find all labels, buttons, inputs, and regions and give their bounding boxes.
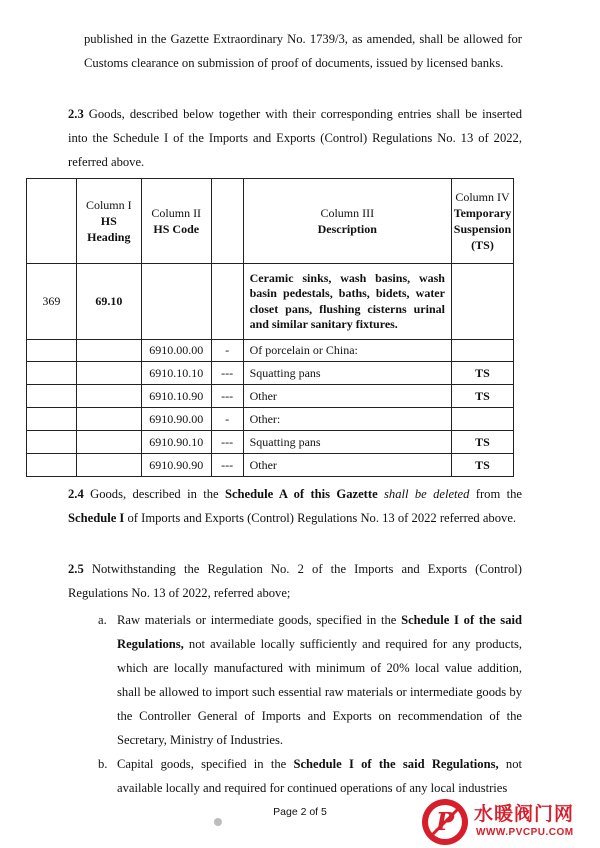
watermark-logo	[420, 795, 600, 848]
top-paragraph: published in the Gazette Extraordinary No. 1739/3, as amended, shall be allowed for Customs clearance on submission of proof of documents, issued by licensed banks.	[84, 32, 522, 70]
section-2-3	[68, 102, 522, 174]
watermark-url: WWW.PVCPU.COM	[476, 827, 574, 838]
table-row	[27, 340, 514, 362]
hs-code: 6910.90.90	[141, 454, 211, 477]
entry-dash-empty	[211, 264, 243, 340]
header-col2	[141, 179, 211, 264]
dash-marker: ---	[211, 454, 243, 477]
pv-logo-icon	[420, 797, 470, 847]
header-col3	[243, 179, 451, 264]
text-run: from the	[469, 487, 522, 501]
table-row	[27, 431, 514, 454]
italic-run: shall be deleted	[377, 487, 470, 501]
dash-marker: -	[211, 408, 243, 431]
bold-run: Schedule I of the said Regulations,	[293, 757, 499, 771]
entry-ts-empty	[451, 264, 513, 340]
text-run: not available locally sufficiently and required for any products, which are locally manufactured with minimum of 20% local value addition, shall be allowed to import such essential raw materials or intermediate goods by the Controller General of Imports and Exports on recommendation of the Secretary, Ministry of Industries.	[117, 637, 522, 747]
section-number: 2.4	[68, 487, 84, 501]
row-description: Of porcelain or China:	[243, 340, 451, 362]
text-run: Goods, described in the	[90, 487, 225, 501]
item-b-label: b.	[98, 757, 108, 771]
ts-marker	[451, 340, 513, 362]
ts-marker: TS	[451, 454, 513, 477]
dash-marker: ---	[211, 385, 243, 408]
section-number: 2.5	[68, 562, 84, 576]
table-row	[27, 385, 514, 408]
hs-code: 6910.10.10	[141, 362, 211, 385]
hs-code: 6910.10.90	[141, 385, 211, 408]
col2-label: Column II	[151, 206, 202, 220]
col4-title-b: Suspension	[453, 222, 512, 236]
col4-label: Column IV	[455, 190, 510, 204]
entry-description: Ceramic sinks, wash basins, wash basin pedestals, baths, bidets, water closet pans, flushing cisterns urinal and similar sanitary fixtures.	[243, 264, 451, 340]
col4-title-c: (TS)	[471, 238, 494, 252]
dash-marker: ---	[211, 362, 243, 385]
scan-smudge	[214, 818, 222, 826]
entry-serial: 369	[27, 264, 77, 340]
hs-code: 6910.90.00	[141, 408, 211, 431]
section-number: 2.3	[68, 107, 84, 121]
ts-marker	[451, 408, 513, 431]
col3-title: Description	[317, 222, 377, 236]
col2-title: HS Code	[153, 222, 200, 236]
ts-marker: TS	[451, 362, 513, 385]
text-run: Capital goods, specified in the	[117, 757, 294, 771]
dash-marker: -	[211, 340, 243, 362]
row-description: Other	[243, 385, 451, 408]
hs-code: 6910.00.00	[141, 340, 211, 362]
col4-title-a: Temporary	[453, 206, 512, 220]
watermark-chinese: 水暖阀门网	[474, 803, 575, 825]
table-row	[27, 408, 514, 431]
dash-marker: ---	[211, 431, 243, 454]
bold-run: Schedule I	[68, 511, 125, 525]
table-header-row	[27, 179, 514, 264]
item-b	[117, 752, 522, 800]
ts-marker: TS	[451, 431, 513, 454]
header-col4	[451, 179, 513, 264]
col1-label: Column I	[85, 198, 132, 212]
schedule-table	[26, 178, 514, 477]
table-entry-row	[27, 264, 514, 340]
section-2-4	[68, 482, 522, 530]
bold-run: Schedule I of the said Regulations,	[117, 613, 523, 651]
row-description: Squatting pans	[243, 431, 451, 454]
ts-marker: TS	[451, 385, 513, 408]
bold-run: Schedule A of this Gazette	[224, 487, 378, 501]
section-2-5	[68, 557, 522, 605]
hs-code: 6910.90.10	[141, 431, 211, 454]
header-serial	[27, 179, 77, 264]
entry-heading: 69.10	[76, 264, 141, 340]
page-number: Page 2 of 5	[273, 806, 327, 818]
row-description: Other:	[243, 408, 451, 431]
item-a-label: a.	[98, 613, 107, 627]
entry-code-empty	[141, 264, 211, 340]
header-col1	[76, 179, 141, 264]
item-a	[117, 608, 522, 752]
table-row	[27, 454, 514, 477]
col3-label: Column III	[320, 206, 375, 220]
row-description: Other	[243, 454, 451, 477]
table-row	[27, 362, 514, 385]
section-text: Notwithstanding the Regulation No. 2 of the Imports and Exports (Control) Regulations No. 13 of 2022, referred above;	[68, 562, 522, 600]
col1-title-b: Heading	[87, 230, 131, 244]
col1-title-a: HS	[100, 214, 117, 228]
header-dash	[211, 179, 243, 264]
text-run: Raw materials or intermediate goods, specified in the	[117, 613, 402, 627]
text-run: not available locally and required for continued operations of any local industries	[117, 757, 522, 795]
text-run: of Imports and Exports (Control) Regulations No. 13 of 2022 referred above.	[124, 511, 517, 525]
svg-text:P: P	[435, 807, 455, 836]
row-description: Squatting pans	[243, 362, 451, 385]
section-text: Goods, described below together with their corresponding entries shall be inserted into the Schedule I of the Imports and Exports (Control) Regulations No. 13 of 2022, referred above.	[68, 107, 522, 169]
